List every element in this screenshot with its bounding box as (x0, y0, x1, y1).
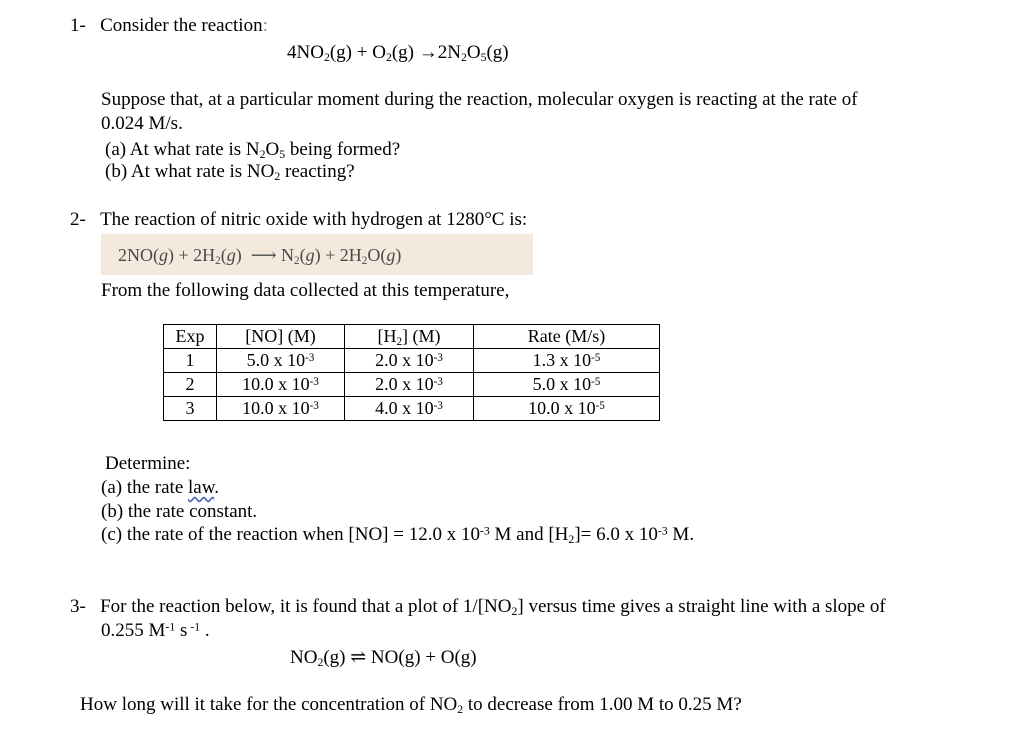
q3-question: How long will it take for the concentration of $NO_2$ to decrease from 1.00 M to 0.25 M? (80, 694, 742, 716)
q1-part-a: (a) At what rate is $N_2O_5$ being formed? (105, 139, 401, 161)
cell-h2: 4.0 x $10^{-3}$ (345, 397, 474, 421)
header-rate: Rate (M/s) (474, 325, 660, 349)
cell-no: 10.0 x $10^{-3}$ (217, 373, 345, 397)
cell-h2: 2.0 x $10^{-3}$ (345, 349, 474, 373)
table-row (164, 349, 660, 373)
data-intro: From the following data collected at this temperature, (101, 280, 510, 301)
determine-label: Determine: (105, 453, 191, 474)
header-exp: Exp (164, 325, 217, 349)
question-prompt: The reaction of nitric oxide with hydrogen at 1280°C is: (100, 209, 528, 230)
long-arrow-right-icon: ⟶ (250, 245, 277, 265)
q2-part-a: (a) the rate law. (101, 477, 219, 498)
rate-data-table (163, 324, 660, 421)
reaction-equation-2: $2NO(g) + 2H_2(g)$ ⟶ $N_2(g) + 2H_2O(g)$ (118, 245, 402, 267)
q3-slope-value: 0.255 $M^{-1}$ s $^{-1}$ . (101, 620, 210, 641)
cell-rate: 10.0 x $10^{-5}$ (474, 397, 660, 421)
q2-part-c: (c) the rate of the reaction when [NO] = 12.0 x $10^{-3}$ M and $[H_2]= 6.0$ x $10^{-3}$ M. (101, 524, 695, 546)
equilibrium-arrow-icon: ⇌ (350, 647, 367, 668)
table-row (164, 373, 660, 397)
table-header-row (164, 325, 660, 349)
question-1-heading (70, 16, 268, 37)
reaction-equation-3: $NO_2(g)$ ⇌ NO(g) + O(g) (290, 647, 477, 669)
cell-exp: 1 (164, 349, 217, 373)
q2-part-b: (b) the rate constant. (101, 501, 258, 522)
prompt-colon: : (262, 15, 268, 36)
cell-h2: 2.0 x $10^{-3}$ (345, 373, 474, 397)
q1-paragraph-line1: Suppose that, at a particular moment during the reaction, molecular oxygen is reacting at the rate of (101, 89, 858, 110)
header-h2: $[H_2]$ (M) (345, 325, 474, 349)
question-3-heading: 3- For the reaction below, it is found that a plot of $1/[NO_2]$ versus time gives a straight line with a slope of (70, 596, 886, 618)
spellcheck-underlined-word: law (188, 477, 215, 498)
cell-exp: 3 (164, 397, 217, 421)
reaction-equation-1: $4NO_2(g) + O_2(g) \to 2N_2O_5(g)$ (287, 42, 509, 64)
cell-no: 5.0 x $10^{-3}$ (217, 349, 345, 373)
q1-paragraph-line2: 0.024 M/s. (101, 113, 183, 134)
question-number: 3- (70, 596, 86, 617)
cell-rate: 1.3 x $10^{-5}$ (474, 349, 660, 373)
question-number: 1- (70, 15, 86, 36)
cell-exp: 2 (164, 373, 217, 397)
question-prompt: Consider the reaction (100, 15, 263, 36)
question-number: 2- (70, 209, 86, 230)
cell-no: 10.0 x $10^{-3}$ (217, 397, 345, 421)
q1-part-b: (b) At what rate is $NO_2$ reacting? (105, 161, 355, 183)
cell-rate: 5.0 x $10^{-5}$ (474, 373, 660, 397)
question-2-heading (70, 210, 527, 231)
table-row (164, 397, 660, 421)
header-no: [NO] (M) (217, 325, 345, 349)
arrow-right-icon: → (418, 42, 438, 63)
